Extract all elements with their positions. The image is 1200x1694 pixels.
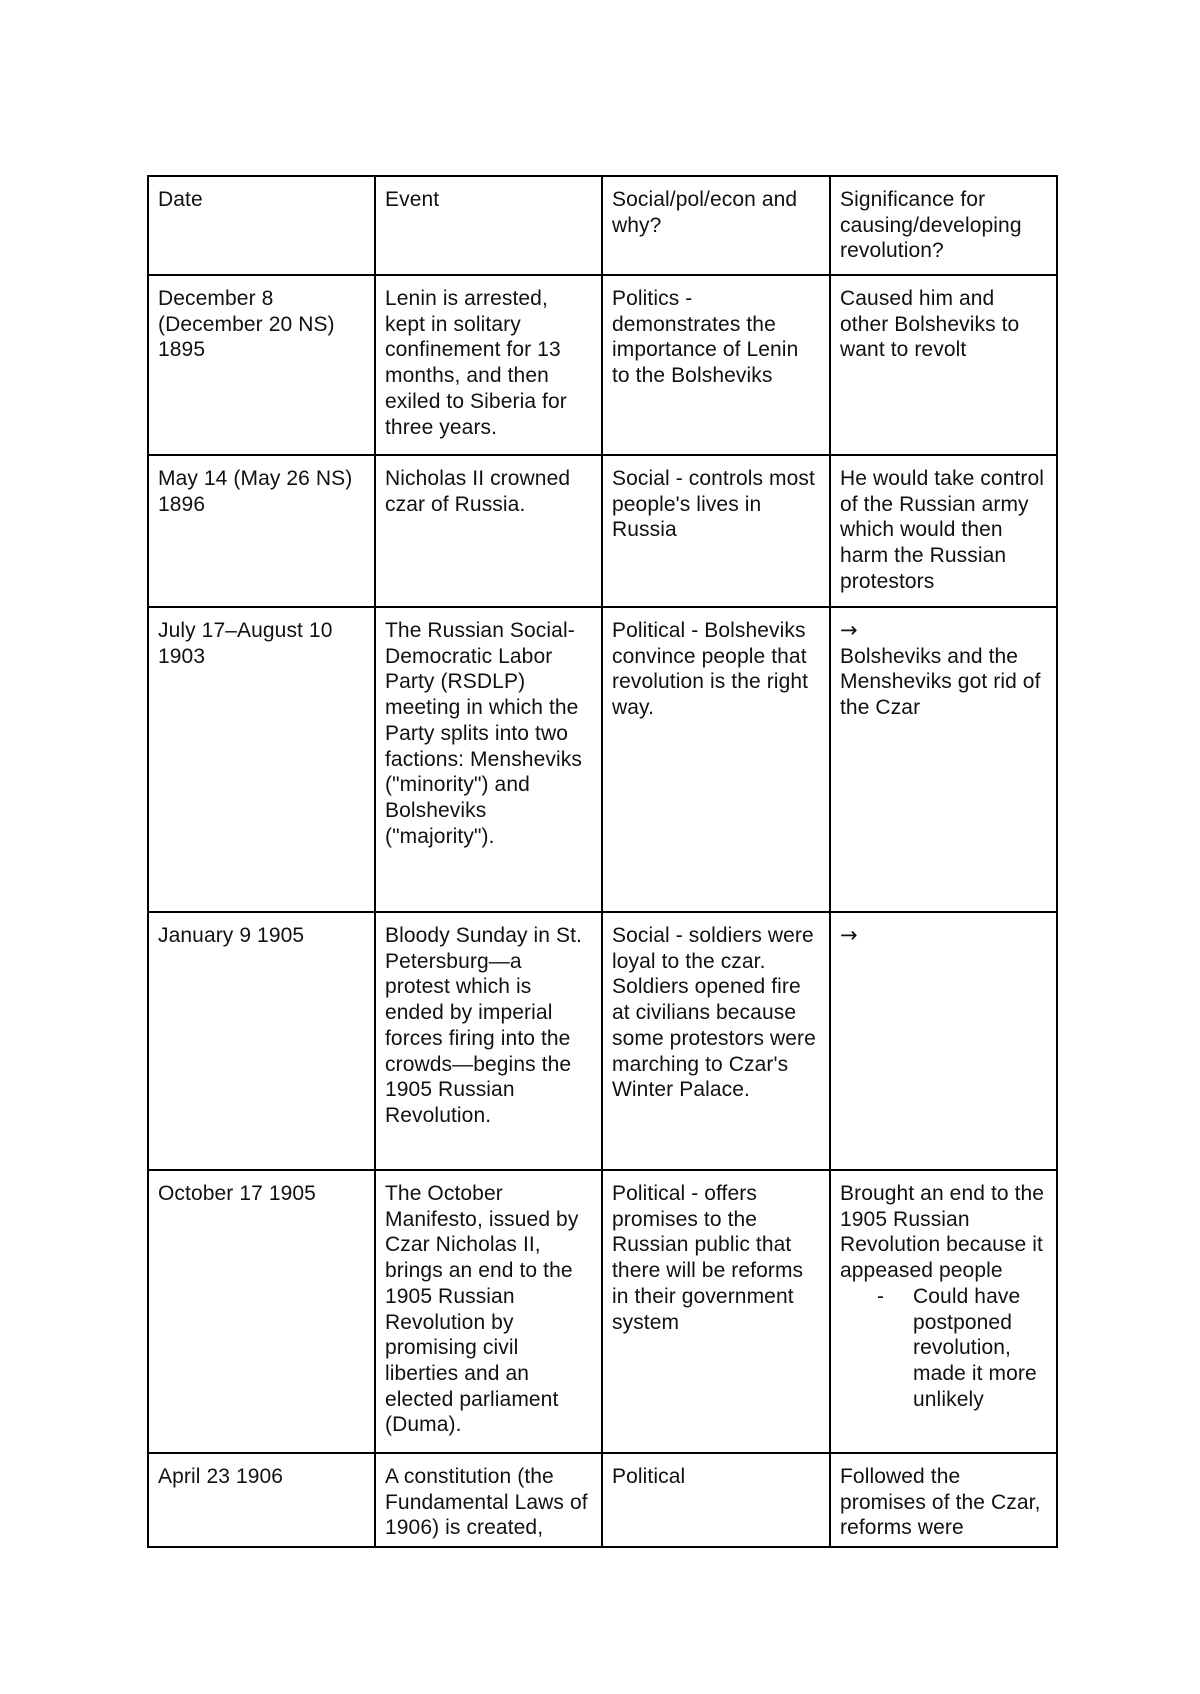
cell-significance [830,912,1057,1170]
header-date: Date [148,176,375,275]
right-arrow-icon: → [840,618,858,642]
cell-event: The Russian Social-Democratic Labor Party (RSDLP) meeting in which the Party splits into two factions: Mensheviks ("minority") and Bolsheviks ("majority"). [375,607,602,912]
cell-category: Political - offers promises to the Russian public that there will be reforms in their government system [602,1170,830,1453]
cell-date: December 8 (December 20 NS) 1895 [148,275,375,455]
cell-significance: He would take control of the Russian army which would then harm the Russian protestors [830,455,1057,607]
cell-event: Lenin is arrested, kept in solitary confinement for 13 months, and then exiled to Siberia for three years. [375,275,602,455]
cell-date: January 9 1905 [148,912,375,1170]
cell-category: Social - soldiers were loyal to the czar. Soldiers opened fire at civilians because some protestors were marching to Czar's Winter Palace. [602,912,830,1170]
cell-event: Bloody Sunday in St. Petersburg—a protest which is ended by imperial forces firing into the crowds—begins the 1905 Russian Revolution. [375,912,602,1170]
cell-category: Political [602,1453,830,1547]
header-category: Social/pol/econ and why? [602,176,830,275]
list-item: - Could have postponed revolution, made it more unlikely [877,1284,1037,1411]
table-row [148,1453,1057,1547]
cell-significance: Followed the promises of the Czar, reforms were [830,1453,1057,1547]
cell-significance: Brought an end to the 1905 Russian Revolution because it appeased people - Could have postponed revolution, made it more unlikely [830,1170,1057,1453]
significance-bullet-list [840,1284,1047,1413]
bullet-dash: - [877,1284,885,1308]
cell-category: Political - Bolsheviks convince people that revolution is the right way. [602,607,830,912]
table-row [148,912,1057,1170]
cell-significance: → Bolsheviks and the Mensheviks got rid of the Czar [830,607,1057,912]
cell-date: October 17 1905 [148,1170,375,1453]
cell-event: A constitution (the Fundamental Laws of 1906) is created, [375,1453,602,1547]
cell-event: Nicholas II crowned czar of Russia. [375,455,602,607]
table-row [148,1170,1057,1453]
revolution-timeline-table [147,175,1058,1548]
cell-date: April 23 1906 [148,1453,375,1547]
table-row [148,455,1057,607]
cell-category: Social - controls most people's lives in Russia [602,455,830,607]
cell-event: The October Manifesto, issued by Czar Nicholas II, brings an end to the 1905 Russian Revolution by promising civil liberties and an elected parliament (Duma). [375,1170,602,1453]
cell-date: July 17–August 10 1903 [148,607,375,912]
header-significance: Significance for causing/developing revolution? [830,176,1057,275]
cell-category: Politics - demonstrates the importance of Lenin to the Bolsheviks [602,275,830,455]
cell-date: May 14 (May 26 NS) 1896 [148,455,375,607]
table-header-row [148,176,1057,275]
header-event: Event [375,176,602,275]
table-row [148,275,1057,455]
table-row [148,607,1057,912]
cell-significance: Caused him and other Bolsheviks to want to revolt [830,275,1057,455]
right-arrow-icon: → [840,923,858,947]
